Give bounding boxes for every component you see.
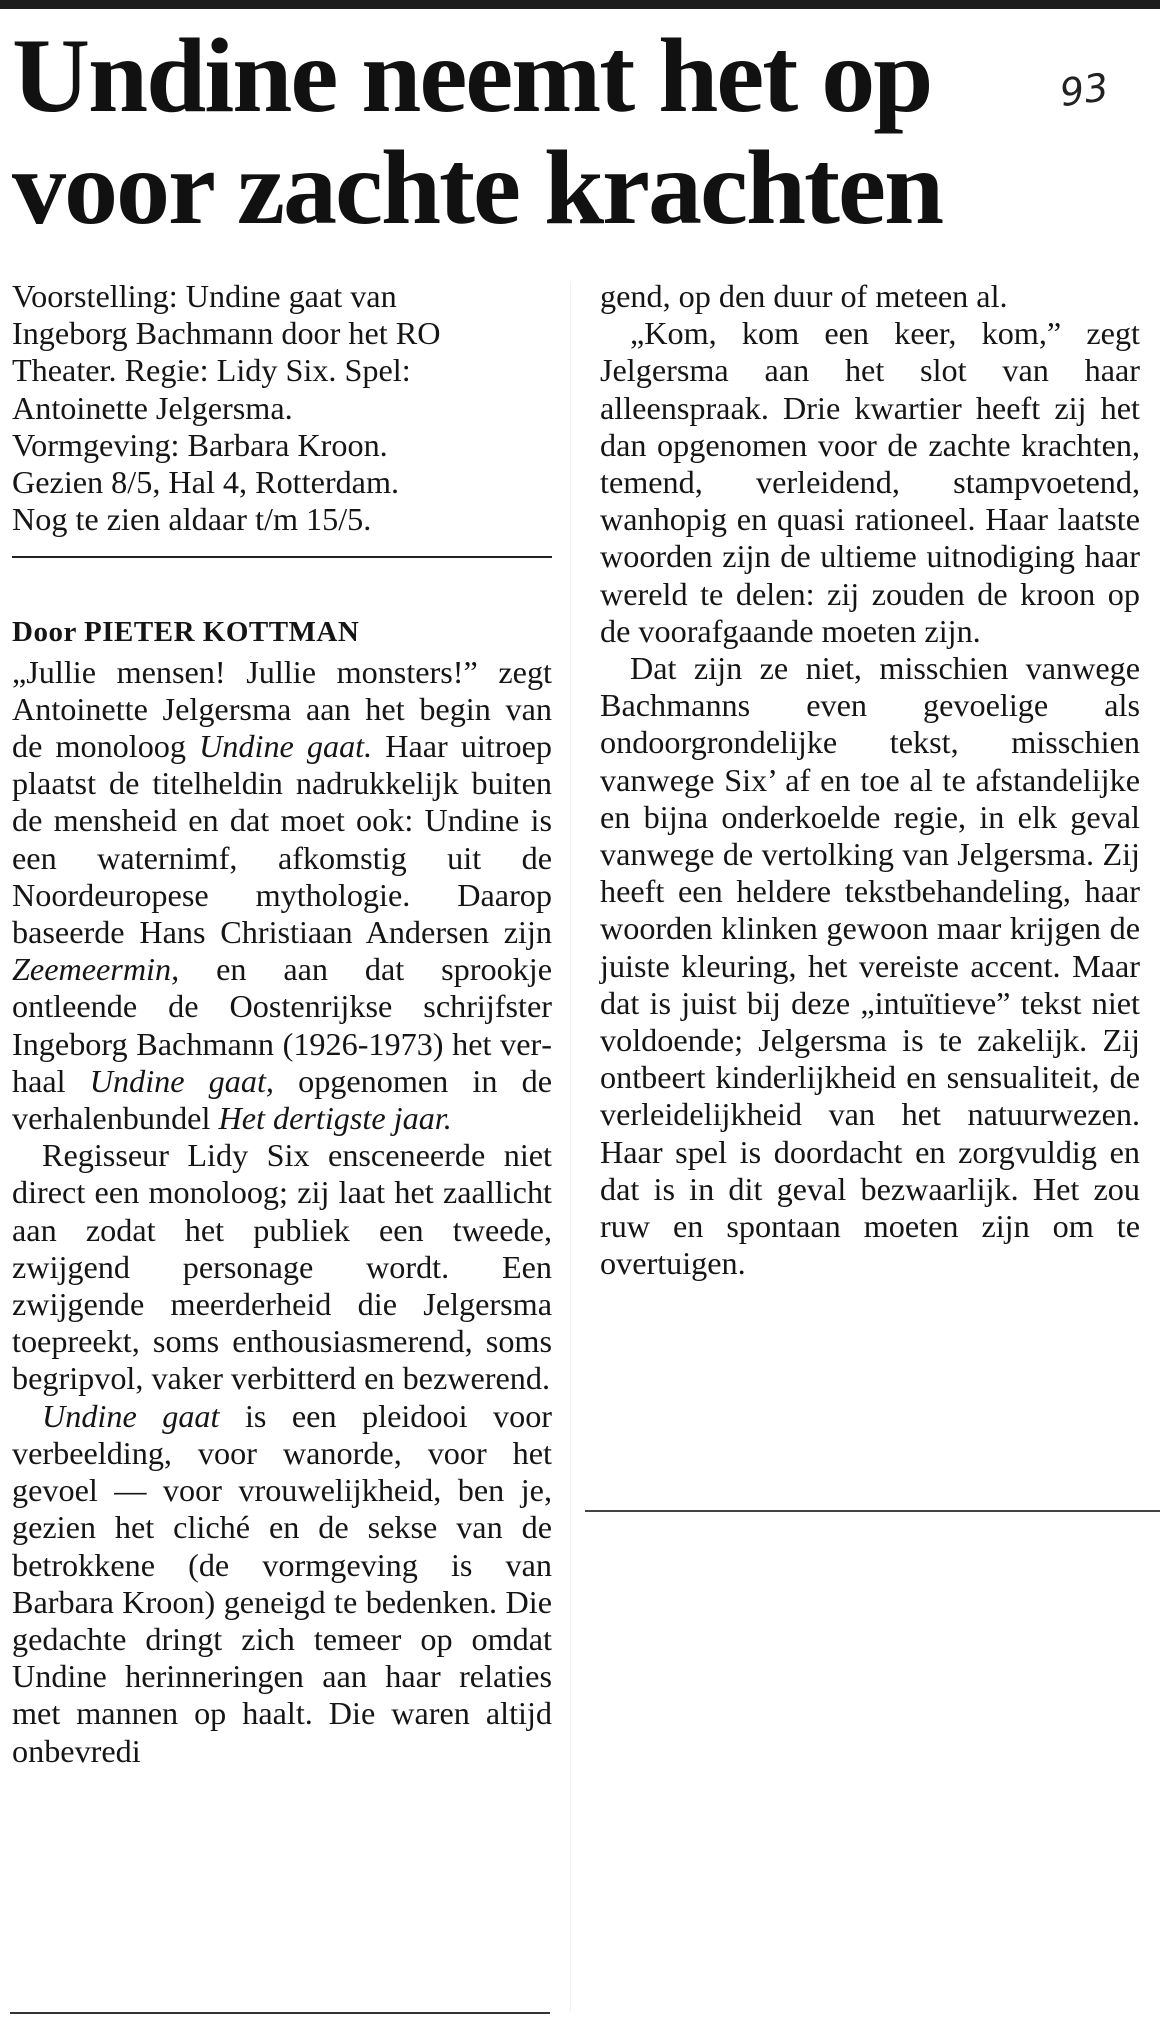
paragraph-1-text: en aan dat sprookje ontleende de Oostenrijkse schrijfster Ingeborg Bachmann (1926-1973) het verhaal: [12, 951, 552, 1099]
paragraph-1-text: opgenomen in de verhalenbundel: [12, 1062, 553, 1137]
paragraph-1-text: Haar uitroep plaatst de titelheldin nadrukkelijk buiten de mensheid en dat moet ook: Undine is een waternimf, afkomstig uit de Noordeuropese mythologie. Daarop baseerde Hans Christiaan Andersen zijn: [12, 728, 552, 951]
credits-line: Vormgeving: Barbara Kroon.: [12, 426, 388, 463]
title-emphasis: Undine gaat.: [199, 728, 373, 765]
paragraph-3-continued: gend, op den duur of meteen al.: [600, 278, 1008, 314]
paragraph-4: „Kom, kom een keer, kom,” zegt Jelgersma aan het slot van haar alleenspraak. Drie kwartier heeft zij het dan opgenomen voor de zachte krachten, temend, verleidend, stampvoetend, wanhopig en quasi rationeel. Haar laatste woorden zijn de ultieme uitnodiging haar wereld te delen: zij zouden de kroon op de voorafgaande moeten zijn.: [600, 315, 1140, 649]
paragraph-5: Dat zijn ze niet, misschien vanwege Bachmanns even gevoelige als ondoorgrondelijke tekst, misschien vanwege Six’ af en toe al te afstandelijke en bijna onderkoelde regie, in elk geval vanwege de vertolking van Jelgersma. Zij heeft een heldere tekstbehandeling, haar woorden klinken gewoon maar krijgen de juiste kleuring, het vereiste accent. Maar dat is juist bij deze „intuïtieve” tekst niet voldoende; Jelgersma is te zakelijk. Zij ontbeert kinderlijkheid en sensualiteit, de verleidelijkheid van het natuurwezen. Haar spel is doordacht en zorgvuldig en dat is in dit geval bezwaarlijk. Het zou ruw en spontaan moeten zijn om te overtuigen.: [600, 650, 1140, 1282]
production-credits: [12, 278, 552, 538]
credits-line: Theater. Regie: Lidy Six. Spel:: [12, 352, 411, 389]
paragraph-1-text: „Jullie mensen! Jullie monsters!” zegt Antoinette Jelgersma aan het begin van de monoloog: [12, 653, 552, 765]
title-emphasis: Zeemeermin,: [12, 951, 180, 988]
paragraph-3: [12, 1398, 552, 1770]
article-column-left: [12, 278, 552, 1770]
credits-line: Antoinette Jelgersma.: [12, 389, 293, 426]
column-gutter: [570, 282, 571, 2012]
headline-line-2: voor zachte krachten: [12, 129, 943, 246]
paragraph-1: [12, 654, 552, 1138]
title-emphasis: Het dertigste jaar.: [218, 1100, 452, 1137]
title-emphasis: Undine gaat,: [89, 1062, 274, 1099]
headline-line-1: Undine neemt het op: [12, 17, 932, 134]
credits-line: Gezien 8/5, Hal 4, Rotterdam.: [12, 464, 400, 501]
credits-divider: [12, 556, 552, 558]
top-border-rule: [0, 0, 1160, 9]
article-column-right: [600, 278, 1140, 1282]
paragraph-3-text: is een pleidooi voor verbeelding, voor wanorde, voor het gevoel — voor vrouwelijkheid, ben je, gezien het cliché en de sekse van de betrokkene (de vormgeving is van Barbara Kroon) geneigd te bedenken. Die gedachte dringt zich temeer op omdat Undine herinneringen aan haar relaties met mannen op haalt. Die waren altijd onbevredi: [12, 1397, 553, 1769]
headline: [12, 17, 1073, 246]
credits-line: Ingeborg Bachmann door het RO: [12, 315, 441, 352]
byline: Door PIETER KOTTMAN: [12, 616, 360, 649]
credits-line: Nog te zien aldaar t/m 15/5.: [12, 501, 372, 538]
end-rule-left: [10, 2012, 550, 2014]
handwritten-page-number: 93: [1057, 64, 1112, 116]
paragraph-2: Regisseur Lidy Six ensceneerde niet direct een monoloog; zij laat het zaallicht aan zodat het publiek een tweede, zwijgend personage wordt. Een zwijgende meerderheid die Jelgersma toepreekt, soms enthousiasmerend, soms begripvol, vaker verbitterd en bezwerend.: [12, 1137, 552, 1397]
title-emphasis: Undine gaat: [42, 1397, 220, 1434]
credits-line: Voorstelling: Undine gaat van: [12, 278, 397, 314]
end-rule-right: [585, 1510, 1160, 1512]
